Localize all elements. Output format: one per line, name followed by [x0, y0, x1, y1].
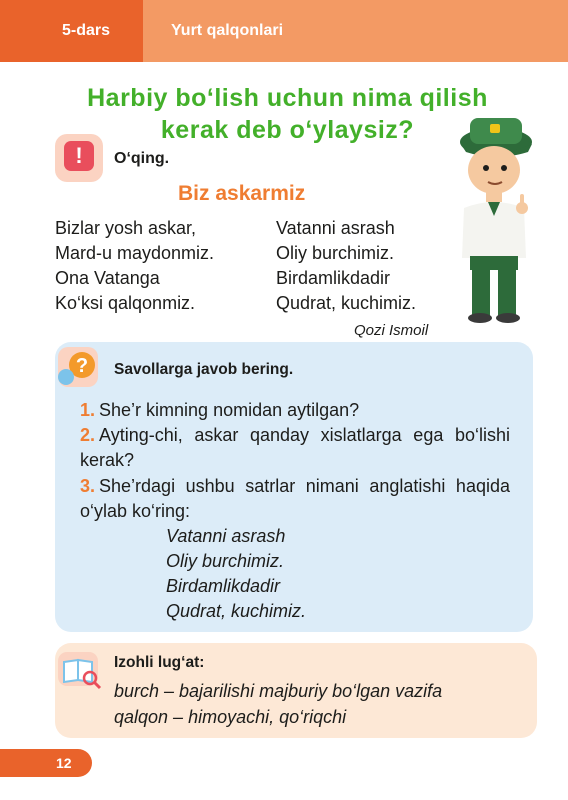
- question-icon: [52, 345, 102, 391]
- read-label: O‘qing.: [114, 150, 170, 167]
- svg-text:?: ?: [75, 355, 89, 377]
- poem-line: Vatanni asrash: [276, 218, 395, 238]
- poem-author: Qozi Ismoil: [354, 322, 429, 339]
- question-text: She’rdagi ushbu satrlar nimani anglatishi haqida o‘ylab ko‘ring:: [80, 476, 510, 521]
- soldier-boy-illustration: [448, 108, 538, 326]
- topic-title: Yurt qalqonlari: [171, 22, 284, 39]
- question-3: [80, 474, 510, 524]
- quote-line: Qudrat, kuchimiz.: [166, 601, 307, 621]
- question-1: [80, 398, 510, 423]
- question-text: Ayting-chi, askar qanday xislatlarga ega bo‘lishi kerak?: [80, 425, 510, 470]
- question-number: 2.: [80, 425, 96, 445]
- poem-line: Bizlar yosh askar,: [55, 218, 197, 238]
- poem-column-left: [55, 216, 214, 316]
- question-2: [80, 423, 510, 473]
- page-header: [0, 0, 568, 62]
- poem-line: Birdamlikdadir: [276, 268, 391, 288]
- exclamation-icon: !: [55, 134, 103, 182]
- vocabulary-line-1: burch – bajarilishi majburiy bo‘lgan vazifa: [114, 681, 443, 701]
- quote-line: Birdamlikdadir: [166, 576, 281, 596]
- question-number: 1.: [80, 400, 96, 420]
- title-line-2: kerak deb o‘ylaysiz?: [160, 116, 415, 144]
- poem-column-right: [276, 216, 416, 316]
- poem-line: Ko‘ksi qalqonmiz.: [55, 293, 196, 313]
- book-icon: [56, 650, 104, 690]
- vocabulary-line-2: qalqon – himoyachi, qo‘riqchi: [114, 707, 347, 727]
- poem-line: Qudrat, kuchimiz.: [276, 293, 417, 313]
- quote-line: Oliy burchimiz.: [166, 551, 285, 571]
- poem-line: Oliy burchimiz.: [276, 243, 395, 263]
- quote-line: Vatanni asrash: [166, 526, 286, 546]
- questions-heading: Savollarga javob bering.: [114, 361, 294, 378]
- page-number: 12: [56, 755, 72, 771]
- page-number-tab: [0, 749, 92, 777]
- lesson-number: 5-dars: [62, 22, 111, 39]
- poem-line: Ona Vatanga: [55, 268, 160, 288]
- title-line-1: Harbiy bo‘lish uchun nima qilish: [87, 84, 488, 112]
- quoted-lines: [166, 524, 306, 624]
- question-number: 3.: [80, 476, 96, 496]
- page-title: [60, 82, 515, 146]
- poem-line: Mard-u maydonmiz.: [55, 243, 215, 263]
- vocabulary-heading: Izohli lug‘at:: [114, 654, 205, 671]
- poem-title: Biz askarmiz: [178, 182, 306, 205]
- question-text: She’r kimning nomidan aytilgan?: [99, 400, 360, 420]
